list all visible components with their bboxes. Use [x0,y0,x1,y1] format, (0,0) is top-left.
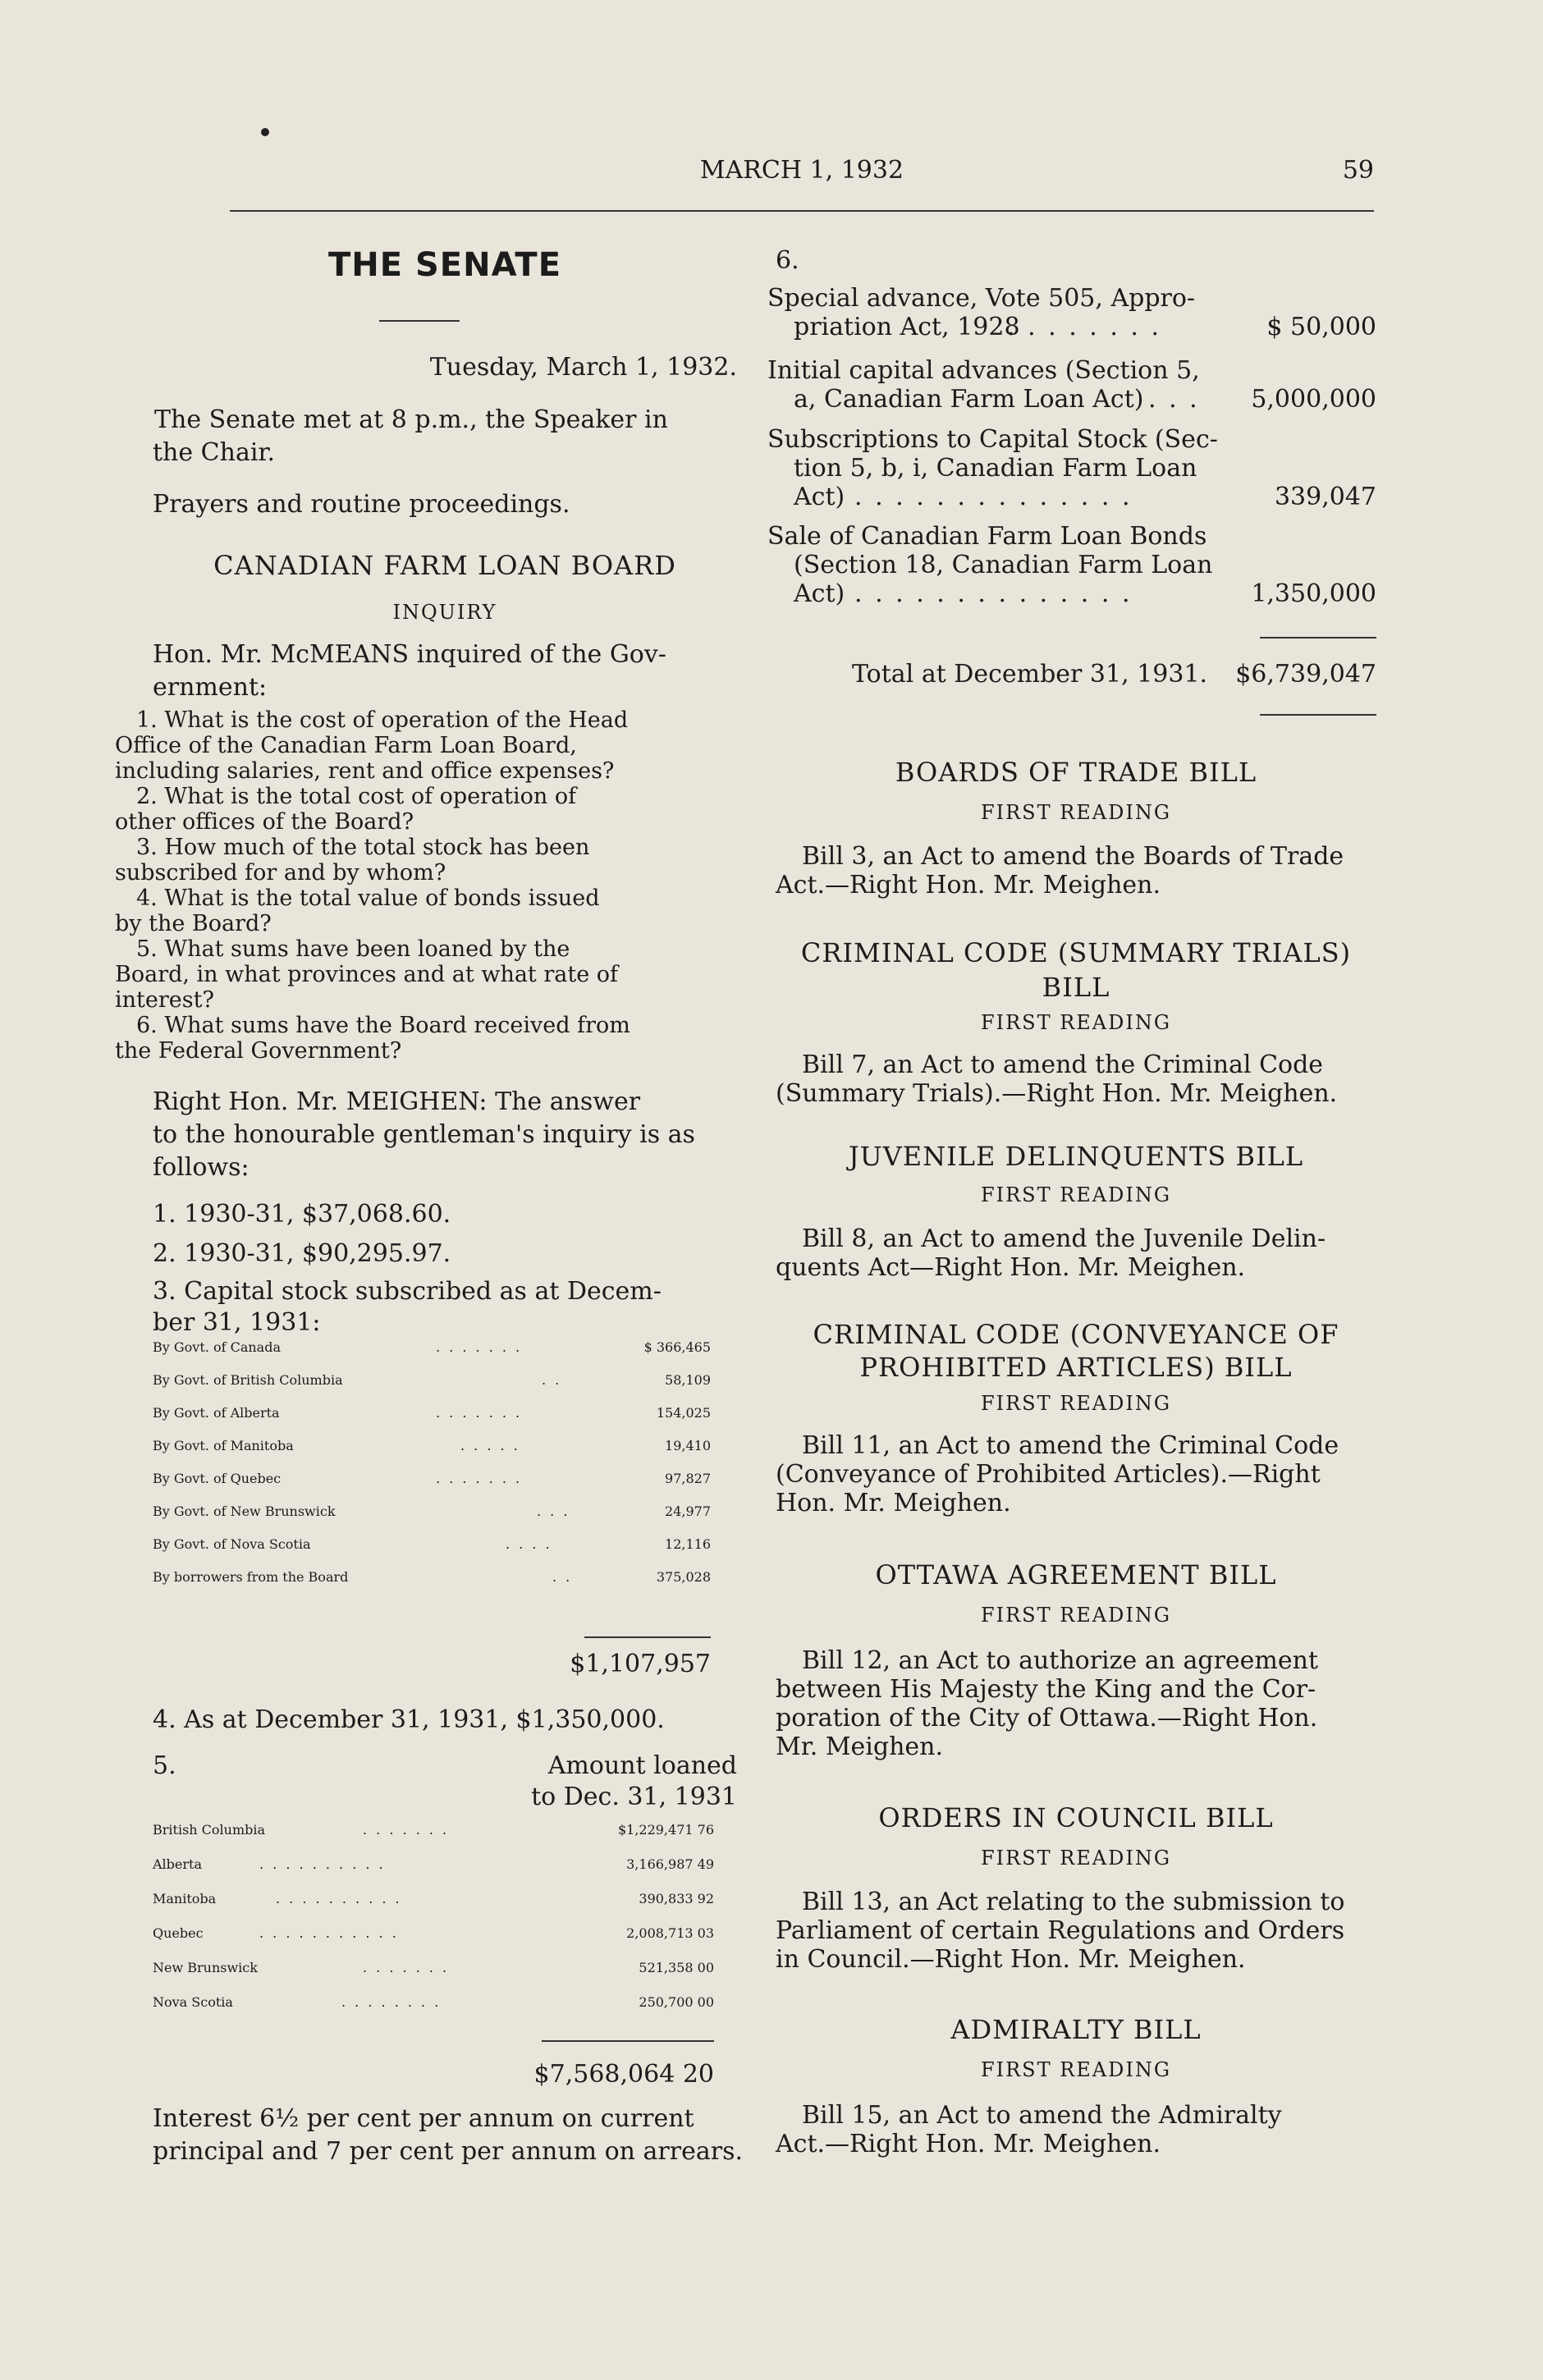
bill-admiralty-text: Bill 15, an Act to amend the Admiralty Act.—Right Hon. Mr. Meighen. [776,2101,1282,2158]
item-6-row: Subscriptions to Capital Stock (Sec- tion 5, b, i, Canadian Farm Loan Act) . . . . . . . . . . . . . . 339,047 [767,425,1376,511]
answer-line-2: to the honourable gentleman's inquiry is as [153,1120,695,1149]
stock-row: By Govt. of British Columbia . . 58,109 [153,1372,711,1388]
questions-list [115,707,737,1064]
bill-orders-in-council-title: ORDERS IN COUNCIL BILL [878,1802,1274,1833]
question-4: 4. What is the total value of bonds issued by the Board? [115,886,600,936]
question-5: 5. What sums have been loaned by the Board, in what provinces and at what rate of interest? [115,936,619,1013]
bill-prohibited-articles-text: Bill 11, an Act to amend the Criminal Code (Conveyance of Prohibited Articles).—Right Hon. Mr. Meighen. [776,1431,1339,1517]
bill-boards-of-trade-title: BOARDS OF TRADE BILL [895,757,1257,788]
farm-loan-subheading: INQUIRY [392,601,497,624]
bill-admiralty-title: ADMIRALTY BILL [950,2014,1202,2045]
inquiry-line-2: ernment: [153,673,268,702]
header-rule [230,210,1374,212]
answer-line-1: Right Hon. Mr. MEIGHEN: The answer [153,1087,641,1116]
loan-row: Manitoba . . . . . . . . . . 390,833 92 [153,1891,714,1906]
question-2: 2. What is the total cost of operation of other offices of the Board? [115,784,577,835]
bill-orders-in-council-text: Bill 13, an Act relating to the submission to Parliament of certain Regulations and Orders in Council.—Right Hon. Mr. Meighen. [776,1888,1345,1974]
question-6: 6. What sums have the Board received from the Federal Government? [115,1013,630,1064]
opening-line-2: the Chair. [153,438,276,467]
answer-3-line-2: ber 31, 1931: [153,1308,321,1337]
loan-row: Quebec . . . . . . . . . . . 2,008,713 03 [153,1925,714,1941]
bill-juvenile-title: JUVENILE DELINQUENTS BILL [848,1141,1304,1172]
answer-5-label: 5. [153,1751,176,1780]
stock-row: By Govt. of Alberta . . . . . . . 154,025 [153,1405,711,1421]
answer-3-line-1: 3. Capital stock subscribed as at Decem- [153,1277,662,1306]
bill-ottawa-reading: FIRST READING [980,1604,1172,1627]
bill-ottawa-title: OTTAWA AGREEMENT BILL [875,1559,1277,1590]
item-6-label: 6. [776,246,799,275]
page-number: 59 [1342,156,1374,185]
bill-summary-trials-reading: FIRST READING [980,1011,1172,1034]
opening-line-1: The Senate met at 8 p.m., the Speaker in [154,405,668,434]
header-date: MARCH 1, 1932 [699,156,904,185]
item-6-row: Special advance, Vote 505, Appro- priation Act, 1928 . . . . . . . . $ 50,000 [767,284,1376,341]
stock-total-rule [584,1636,711,1638]
loans-table [153,1822,737,2027]
loan-row: British Columbia . . . . . . . $1,229,471 76 [153,1822,714,1838]
bill-juvenile-text: Bill 8, an Act to amend the Juvenile Delin- quents Act—Right Hon. Mr. Meighen. [776,1224,1326,1282]
page-header [230,156,1374,189]
interest-line-2: principal and 7 per cent per annum on arrears. [153,2137,744,2166]
item-6-row: Initial capital advances (Section 5, a, Canadian Farm Loan Act) . . . 5,000,000 [767,356,1376,414]
bill-prohibited-articles-reading: FIRST READING [980,1392,1172,1415]
item-6-total: Total at December 31, 1931. $6,739,047 [852,660,1376,689]
loan-total-rule [542,2040,714,2042]
answer-1: 1. 1930-31, $37,068.60. [153,1200,451,1229]
bill-boards-of-trade-text: Bill 3, an Act to amend the Boards of Trade Act.—Right Hon. Mr. Meighen. [776,842,1344,899]
loan-total: $7,568,064 20 [533,2060,714,2089]
stock-row: By Govt. of Manitoba . . . . . 19,410 [153,1438,711,1453]
item-6-total-rule [1260,637,1376,638]
stock-row: By Govt. of New Brunswick . . . 24,977 [153,1504,711,1519]
loan-row: New Brunswick . . . . . . . 521,358 00 [153,1960,714,1975]
answer-2: 2. 1930-31, $90,295.97. [153,1239,451,1268]
sitting-date: Tuesday, March 1, 1932. [429,353,737,382]
loan-header-line-1: Amount loaned [547,1751,737,1780]
prayers-line: Prayers and routine proceedings. [153,490,570,519]
bill-summary-trials-text: Bill 7, an Act to amend the Criminal Code (Summary Trials).—Right Hon. Mr. Meighen. [776,1050,1338,1108]
stock-row: By borrowers from the Board . . 375,028 [153,1569,711,1585]
bill-ottawa-text: Bill 12, an Act to authorize an agreement between His Majesty the King and the Cor- poration of the City of Ottawa.—Right Hon. Mr. Meighen. [776,1646,1319,1761]
bill-admiralty-reading: FIRST READING [980,2058,1172,2081]
answer-line-3: follows: [153,1153,250,1182]
farm-loan-heading: CANADIAN FARM LOAN BOARD [213,550,676,581]
loan-row: Alberta . . . . . . . . . . 3,166,987 49 [153,1856,714,1872]
item-6-bottom-rule [1260,714,1376,716]
loan-header-line-2: to Dec. 31, 1931 [531,1783,737,1811]
title-divider [379,320,460,322]
stock-row: By Govt. of Nova Scotia . . . . 12,116 [153,1536,711,1552]
senate-title: THE SENATE [327,246,562,284]
bill-prohibited-articles-title: CRIMINAL CODE (CONVEYANCE OF PROHIBITED ARTICLES) BILL [813,1319,1339,1383]
bill-boards-of-trade-reading: FIRST READING [980,801,1172,824]
stock-row: By Govt. of Quebec . . . . . . . 97,827 [153,1471,711,1486]
question-3: 3. How much of the total stock has been subscribed for and by whom? [115,835,590,886]
bill-orders-in-council-reading: FIRST READING [980,1847,1172,1870]
loan-row: Nova Scotia . . . . . . . . 250,700 00 [153,1994,714,2010]
bill-summary-trials-title: CRIMINAL CODE (SUMMARY TRIALS) BILL [800,937,1352,1003]
answer-4: 4. As at December 31, 1931, $1,350,000. [153,1705,665,1734]
page-speck [261,128,269,136]
interest-line-1: Interest 6½ per cent per annum on current [153,2104,694,2133]
item-6-row: Sale of Canadian Farm Loan Bonds (Section 18, Canadian Farm Loan Act) . . . . . . . . . . . . . . 1,350,000 [767,522,1376,608]
stock-total: $1,107,957 [570,1650,711,1678]
stock-table [153,1339,737,1610]
bill-juvenile-reading: FIRST READING [980,1183,1172,1206]
inquiry-line-1: Hon. Mr. McMEANS inquired of the Gov- [153,640,666,669]
item-6-table [767,284,1376,620]
question-1: 1. What is the cost of operation of the Head Office of the Canadian Farm Loan Board, including salaries, rent and office expenses? [115,707,629,784]
stock-row: By Govt. of Canada . . . . . . . $ 366,465 [153,1339,711,1355]
